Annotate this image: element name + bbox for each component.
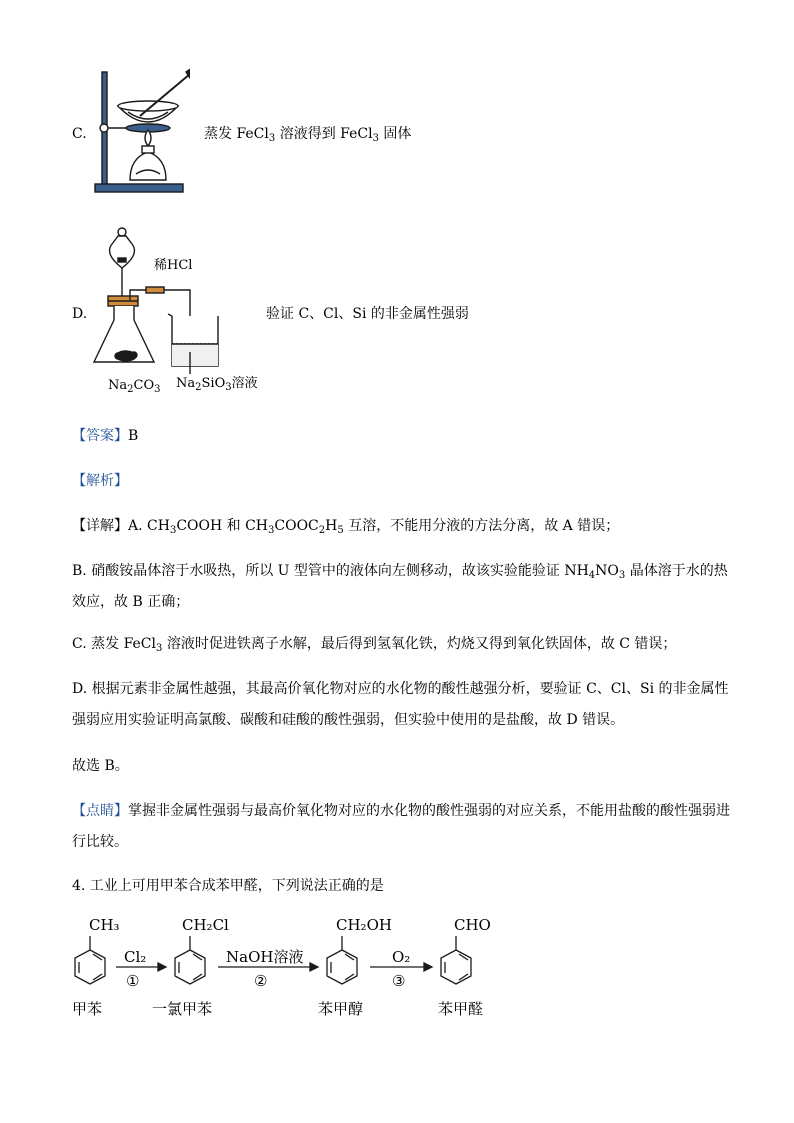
answer-value: B bbox=[128, 428, 139, 444]
reagent-3: O₂ bbox=[392, 948, 411, 966]
name-toluene: 甲苯 bbox=[72, 1000, 103, 1018]
evaporation-apparatus-figure bbox=[90, 66, 190, 196]
detail-a: 【详解】A. $CH_3COOH$ 和 $CH_3COOC_2H_5$ 互溶，不能用分液的方法分离，故 A 错误； bbox=[72, 518, 620, 536]
name-benzyl-alcohol: 苯甲醇 bbox=[318, 1000, 364, 1018]
hcl-label: 稀HCl bbox=[154, 258, 193, 273]
detail-c: C. 蒸发 FeCl$_3$ 溶液时促进铁离子水解，最后得到氢氧化铁，灼烧又得到氧化铁固体，故 C 错误； bbox=[72, 636, 677, 654]
detail-b: B. 硝酸铵晶体溶于水吸热，所以 U 型管中的液体向左侧移动，故该实验能验证 $NH_4NO_3$ 晶体溶于水的热效应，故 B 正确； bbox=[72, 563, 728, 610]
answer-tag: 【答案】 bbox=[72, 428, 128, 444]
synthesis-scheme bbox=[68, 910, 508, 1025]
comment-tag: 【点睛】 bbox=[72, 803, 128, 819]
conclusion: 故选 B。 bbox=[72, 758, 129, 774]
step-1: ① bbox=[126, 972, 140, 990]
detail-tag: 【详解】 bbox=[72, 518, 128, 534]
reagent-1: Cl₂ bbox=[124, 948, 147, 966]
answer-line bbox=[72, 426, 138, 446]
comment: 【点睛】掌握非金属性强弱与最高价氧化物对应的水化物的酸性强弱的对应关系，不能用盐酸的酸性强弱进行比较。 bbox=[72, 803, 730, 850]
toluene-substituent: CH₃ bbox=[89, 916, 120, 934]
step-3: ③ bbox=[392, 972, 406, 990]
analysis-tag: 【解析】 bbox=[72, 473, 128, 489]
question-4-text: 4. 工业上可用甲苯合成苯甲醛，下列说法正确的是 bbox=[72, 878, 384, 894]
name-benzaldehyde: 苯甲醛 bbox=[438, 1000, 484, 1018]
na2sio3-label: $Na_2SiO_3$溶液 bbox=[176, 376, 258, 393]
detail-d: D. 根据元素非金属性越强，其最高价氧化物对应的水化物的酸性越强分析，要验证 C、Cl、Si 的非金属性强弱应用实验证明高氯酸、碳酸和硅酸的酸性强弱，但实验中使用的是盐酸，故 D 错误。 bbox=[72, 681, 729, 728]
option-d-text: 验证 C、Cl、Si 的非金属性强弱 bbox=[266, 306, 469, 322]
benzyl-alcohol-substituent: CH₂OH bbox=[336, 916, 392, 934]
benzyl-chloride-substituent: CH₂Cl bbox=[182, 916, 229, 934]
na2co3-label: $Na_2CO_3$ bbox=[108, 378, 161, 395]
name-chlorotoluene: 一氯甲苯 bbox=[152, 1000, 213, 1018]
option-c-text: 蒸发 FeCl$_3$ 溶液得到 FeCl$_3$ 固体 bbox=[204, 126, 412, 144]
reagent-2: NaOH溶液 bbox=[226, 948, 304, 966]
option-c-letter: C. bbox=[72, 126, 87, 142]
step-2: ② bbox=[254, 972, 268, 990]
benzaldehyde-substituent: CHO bbox=[454, 916, 491, 934]
option-d-letter: D. bbox=[72, 306, 88, 322]
